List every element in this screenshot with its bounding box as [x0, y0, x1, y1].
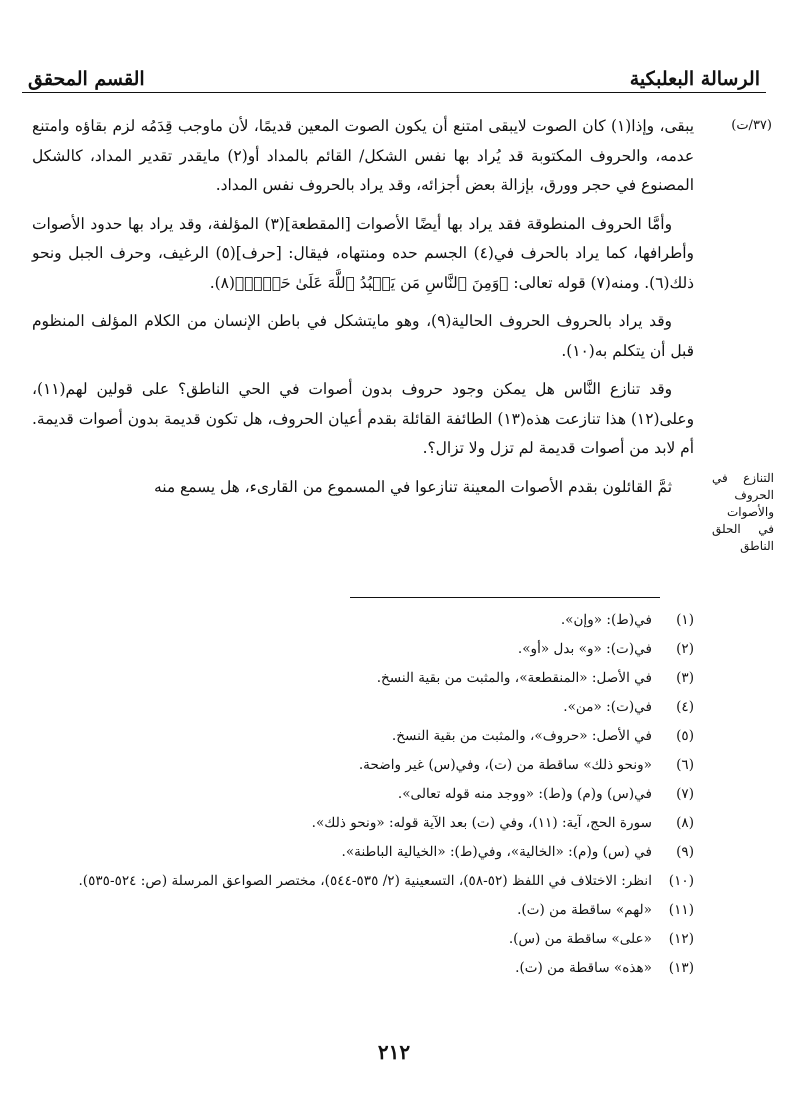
footnote	[32, 751, 694, 780]
footnote-number: (١)	[676, 612, 694, 628]
paragraph: وأمَّا الحروف المنطوقة فقد يراد بها أيضًا الأصوات [المقطعة](٣) المؤلفة، وقد يراد بها حدود الأصوات وأطرافها، كما يراد بالحرف في(٤) الجسم حده ومنتهاه، فيقال: [حرف](٥) الرغيف، وحرف الجبل ونحو ذلك(٦). ومنه(٧) قوله تعالى: ﴿وَمِنَ ٱلنَّاسِ مَن يَعۡبُدُ ٱللَّهَ عَلَىٰ حَرۡفٖ﴾(٨).	[32, 214, 694, 292]
margin-heading: التنازع في الحروف والأصوات في الحلق الناطق	[712, 471, 774, 553]
header-book-title: الرسالة البعلبكية	[629, 68, 760, 90]
footnote-number: (٢)	[676, 641, 694, 657]
paragraph: وقد يراد بالحروف الحروف الحالية(٩)، وهو مايتشكل في باطن الإنسان من الكلام المؤلف المنظوم قبل أن يتكلم به(١٠).	[32, 312, 694, 360]
footnotes	[32, 606, 694, 983]
footnote-number: (١٢)	[668, 931, 694, 947]
footnote-number: (٨)	[676, 815, 694, 831]
footnote-text: في الأصل: «المنقطعة»، والمثبت من بقية النسخ.	[376, 670, 652, 686]
page-number: ٢١٢	[377, 1040, 411, 1064]
footnote-text: «ونحو ذلك» ساقطة من (ت)، وفي(س) غير واضحة.	[358, 757, 652, 773]
footnote	[32, 693, 694, 722]
main-text	[32, 112, 694, 511]
footnote-number: (١٠)	[668, 873, 694, 889]
footnote-text: سورة الحج، آية: (١١)، وفي (ت) بعد الآية قوله: «ونحو ذلك».	[311, 815, 652, 831]
footnote	[32, 780, 694, 809]
footnote-text: «هذه» ساقطة من (ت).	[515, 960, 652, 976]
paragraph: وقد تنازع النَّاس هل يمكن وجود حروف بدون أصوات في الحي الناطق؟ على قولين لهم(١١)، وعلى(١٢) هذا تنازعت هذه(١٣) الطائفة القائلة بقدم أعيان الحروف، هل تكون قديمة بدون أصوات قديمة. أم لابد من أصوات قديمة لم تزل ولا تزال؟.	[32, 380, 695, 457]
paragraph: يبقى، وإذا(١) كان الصوت لايبقى امتنع أن يكون الصوت المعين قديمًا، لأن ماوجب قِدَمُه لزم بقاؤه وامتنع عدمه، والحروف المكتوبة قد يُراد بها نفس الشكل/ القائم بالمداد أو(٢) مايقدر تقدير المداد، كالشكل المصنوع في حجر وورق، بإزالة بعض أجزائه، وقد يراد بالحروف نفس المداد.	[32, 117, 695, 194]
paragraph: ثمَّ القائلون بقدم الأصوات المعينة تنازعوا في المسموع من القارىء، هل يسمع منه	[153, 477, 672, 496]
footnote	[32, 954, 694, 983]
footnote-text: انظر: الاختلاف في اللفظ (٥٢-٥٨)، التسعينية (٢/ ٥٣٥-٥٤٤)، مختصر الصواعق المرسلة (ص: ٥٢٤-٥٣٥).	[78, 873, 652, 889]
footnote	[32, 664, 694, 693]
footnote-number: (٥)	[676, 728, 694, 744]
footnote-number: (٩)	[676, 844, 694, 860]
header-section-title: القسم المحقق	[28, 68, 145, 90]
footnote	[32, 925, 694, 954]
footnote	[32, 722, 694, 751]
footnote-number: (٤)	[676, 699, 694, 715]
header-rule	[22, 92, 766, 93]
footnote-number: (١١)	[668, 902, 694, 918]
footnote-number: (١٣)	[668, 960, 694, 976]
footnote	[32, 838, 694, 867]
footnote-text: في(ط): «وإن».	[560, 612, 652, 628]
footnote-text: في الأصل: «حروف»، والمثبت من بقية النسخ.	[391, 728, 652, 744]
footnote-text: في(ت): «و» بدل «أو».	[517, 641, 652, 657]
footnote-text: «على» ساقطة من (س).	[508, 931, 652, 947]
footnote	[32, 896, 694, 925]
footnote	[32, 606, 694, 635]
footnote-number: (٦)	[676, 757, 694, 773]
footnote	[32, 867, 694, 896]
footnote-text: في(س) و(م) و(ط): «ووجد منه قوله تعالى».	[397, 786, 652, 802]
manuscript-folio-ref: (٣٧/ت)	[731, 118, 772, 133]
footnote	[32, 809, 694, 838]
footnote-number: (٣)	[676, 670, 694, 686]
footnote-separator	[350, 597, 660, 598]
footnote-text: في(ت): «من».	[563, 699, 652, 715]
footnote	[32, 635, 694, 664]
footnote-text: «لهم» ساقطة من (ت).	[517, 902, 652, 918]
footnote-number: (٧)	[676, 786, 694, 802]
running-header	[28, 60, 760, 90]
footnote-text: في (س) و(م): «الخالية»، وفي(ط): «الخيالية الباطنة».	[341, 844, 652, 860]
